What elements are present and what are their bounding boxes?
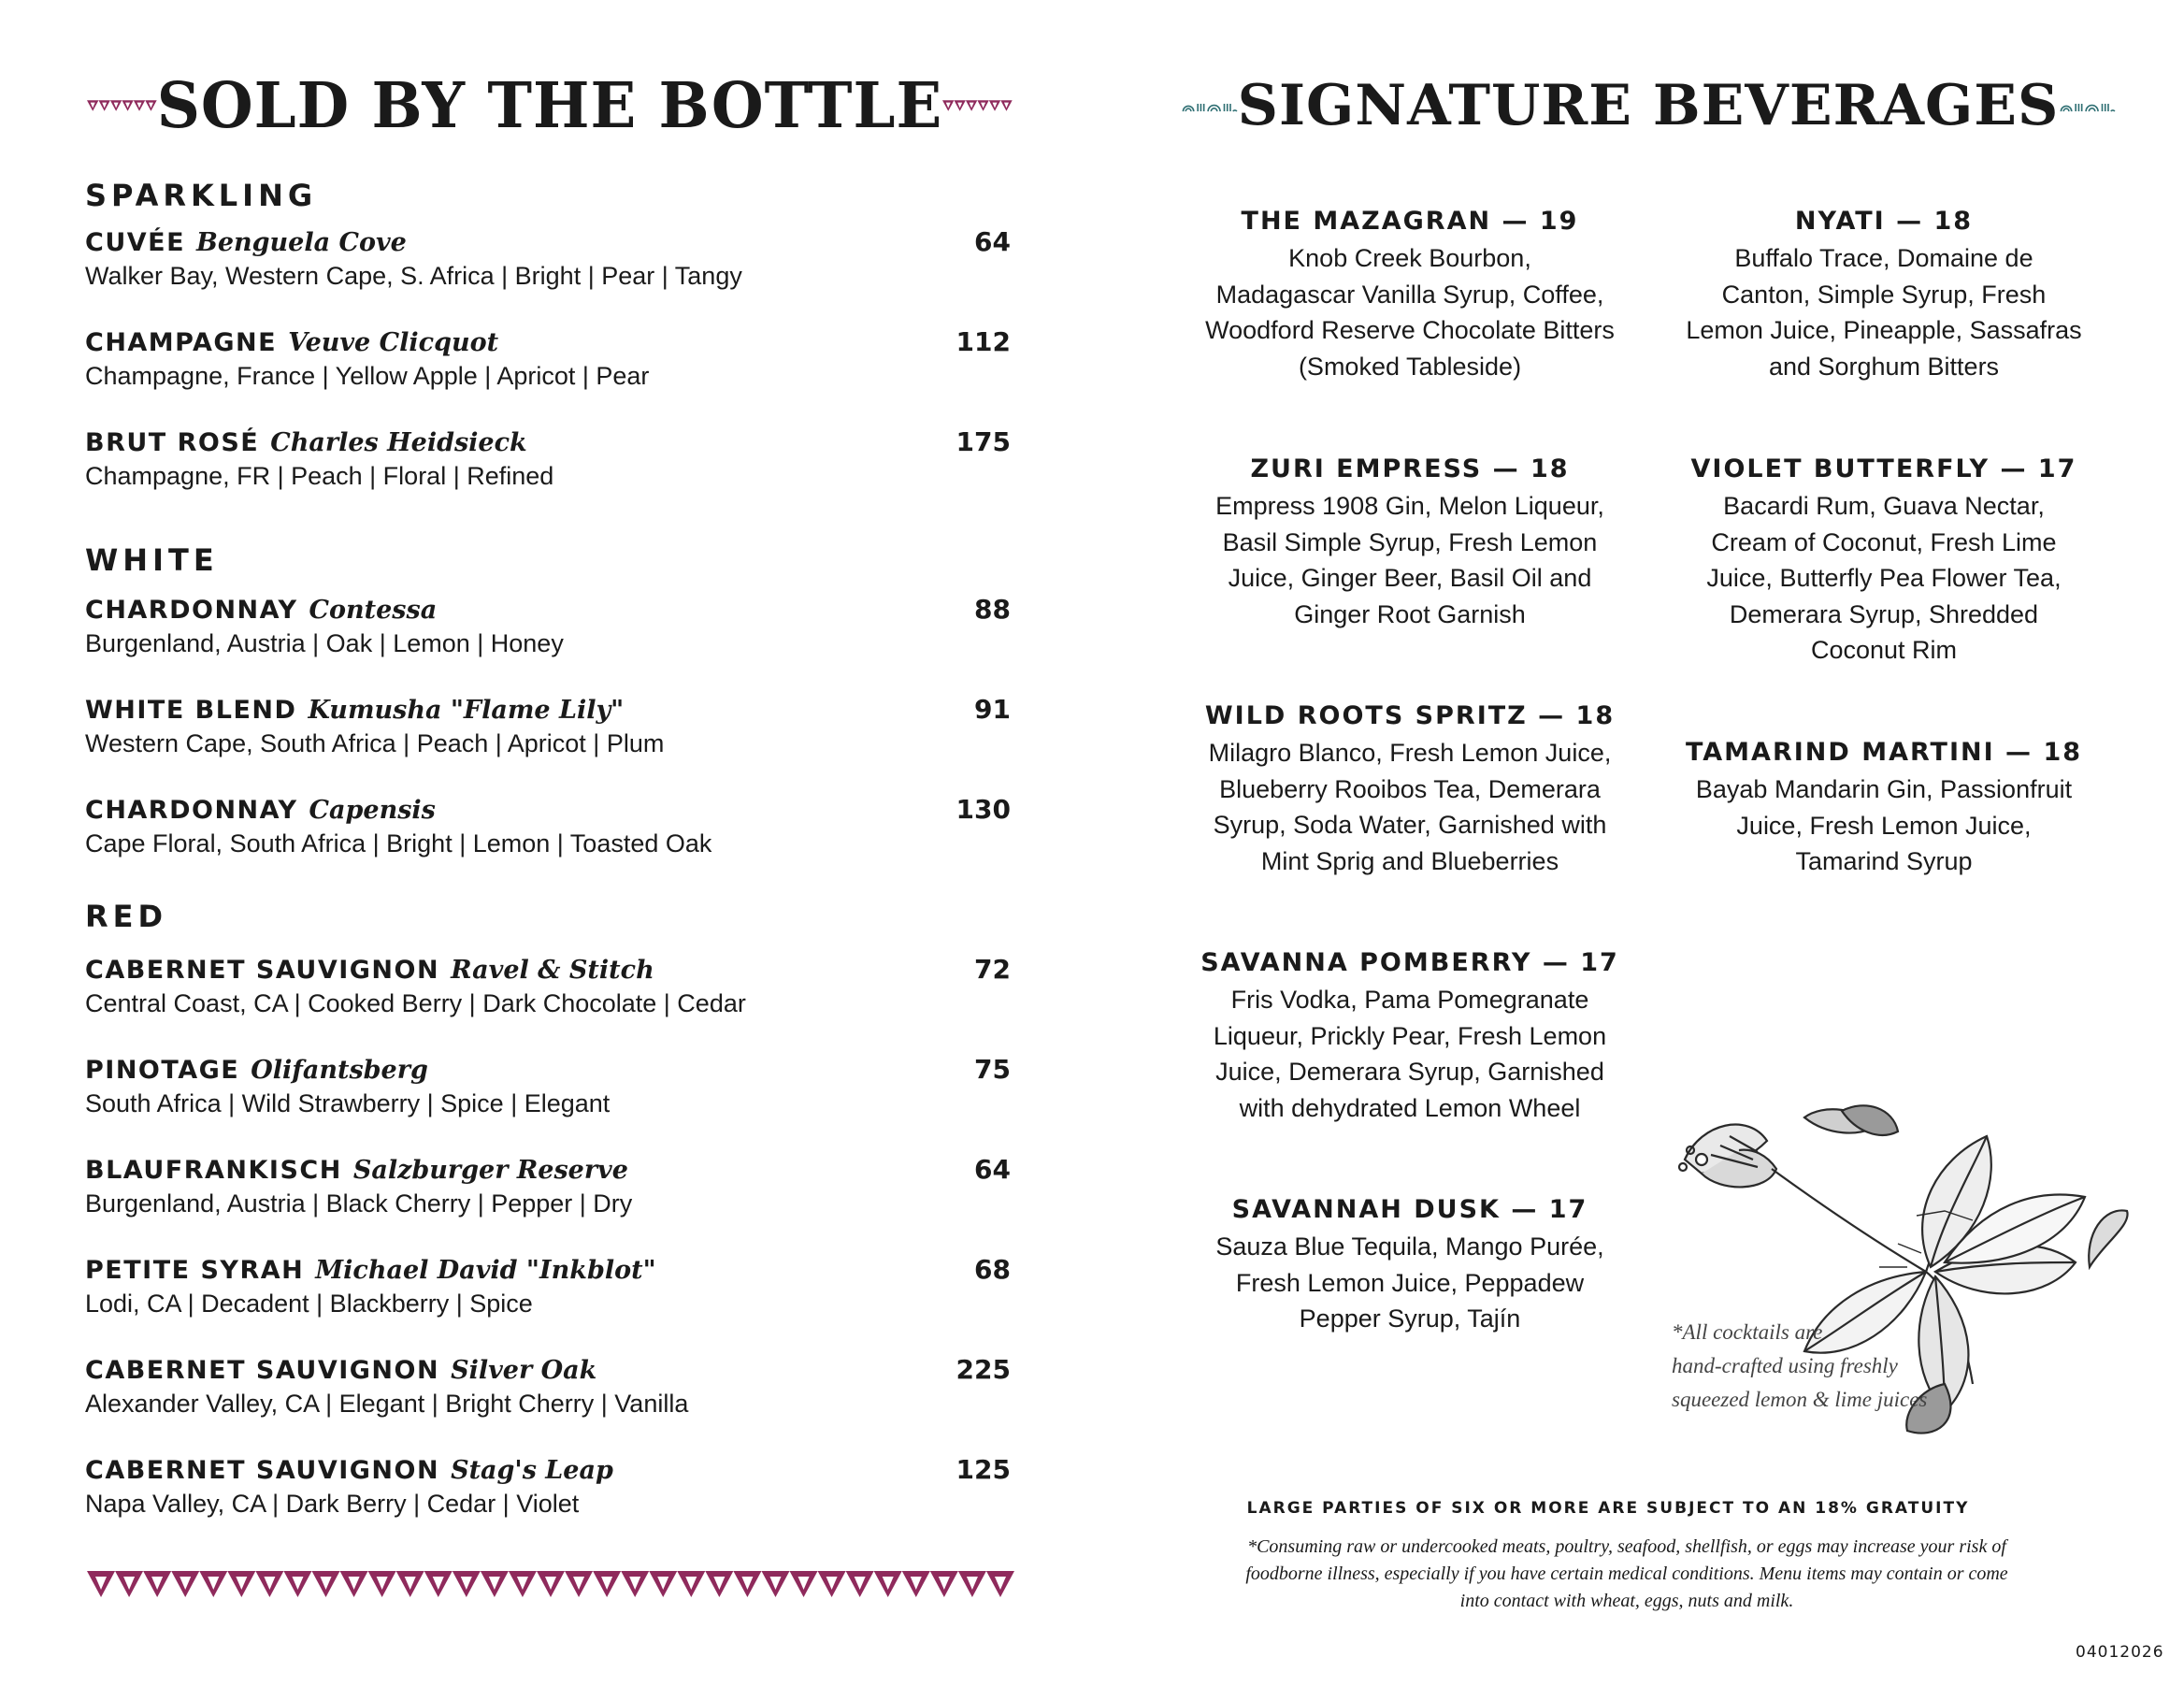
cocktail-description: Fris Vodka, Pama Pomegranate Liqueur, Prickly Pear, Fresh Lemon Juice, Demerara Syrup, Garnished with dehydrated Lemon Wheel [1213,986,1607,1122]
triangle-border-icon [87,89,157,122]
section-label-white: WHITE [85,542,219,578]
health-disclaimer: *Consuming raw or undercooked meats, poultry, seafood, shellfish, or eggs may increase your risk of foodborne illness, especially if you have certain medical conditions. Menu items may contain or come into contact with wheat, eggs, nuts and milk. [1245,1536,2008,1611]
wine-producer: Stag's Leap [451,1456,613,1485]
wine-item [85,1454,1011,1519]
wine-description: Burgenland, Austria | Oak | Lemon | Honey [85,629,564,657]
wine-producer: Silver Oak [451,1356,597,1385]
wine-price: 75 [974,1054,1011,1085]
wine-description: Western Cape, South Africa | Peach | Apricot | Plum [85,729,665,757]
wine-description: Champagne, FR | Peach | Floral | Refined [85,462,554,490]
wine-price: 68 [974,1254,1011,1285]
wine-producer: Veuve Clicquot [288,328,499,357]
page-title-bottle: SOLD BY THE BOTTLE [156,68,943,143]
arch-border-icon [2059,90,2116,122]
wine-item [85,1354,1011,1419]
cocktail-description: Milagro Blanco, Fresh Lemon Juice, Blueberry Rooibos Tea, Demerara Syrup, Soda Water, Garnished with Mint Sprig and Blueberries [1208,739,1612,875]
cocktail-item [1190,203,1630,384]
section-label-sparkling: SPARKLING [85,178,318,213]
wine-item [85,426,1011,491]
cocktail-item [1664,734,2104,880]
wine-price: 88 [974,594,1011,625]
wine-price: 91 [974,694,1011,725]
cocktail-name: SAVANNA POMBERRY — 17 [1200,948,1619,977]
wine-name: CHAMPAGNE Veuve Clicquot [85,328,499,357]
cocktail-item [1190,451,1630,632]
wine-item [85,594,1011,658]
wine-item [85,226,1011,291]
wine-price: 225 [956,1354,1011,1385]
cocktail-description: Bayab Mandarin Gin, Passionfruit Juice, Fresh Lemon Juice, Tamarind Syrup [1695,775,2073,875]
menu-code: 04012026 [2076,1643,2164,1662]
cocktail-note: *All cocktails are hand-crafted using freshly squeezed lemon & lime juices [1672,1320,1928,1411]
gratuity-notice: LARGE PARTIES OF SIX OR MORE ARE SUBJECT TO AN 18% GRATUITY [1246,1499,1970,1518]
wine-name: CHARDONNAY Contessa [85,596,438,625]
wine-producer: Benguela Cove [196,228,407,257]
wine-description: Cape Floral, South Africa | Bright | Lemon | Toasted Oak [85,829,712,857]
wine-item [85,1054,1011,1118]
cocktail-item [1190,1191,1630,1337]
cocktail-item [1190,698,1630,879]
cocktail-item [1664,203,2104,384]
wine-name: BLAUFRANKISCH Salzburger Reserve [85,1156,628,1185]
cocktail-name: THE MAZAGRAN — 19 [1241,207,1579,236]
wine-item [85,326,1011,391]
cocktail-description: Knob Creek Bourbon, Madagascar Vanilla Syrup, Coffee, Woodford Reserve Chocolate Bitters (Smoked Tableside) [1205,244,1615,381]
wine-price: 64 [974,226,1011,257]
wine-producer: Kumusha "Flame Lily" [308,696,625,725]
wine-producer: Ravel & Stitch [451,956,654,985]
cocktail-name: SAVANNAH DUSK — 17 [1231,1195,1588,1224]
cocktail-description: Sauza Blue Tequila, Mango Purée, Fresh Lemon Juice, Peppadew Pepper Syrup, Tajín [1215,1232,1604,1333]
wine-name: CHARDONNAY Capensis [85,796,436,825]
cocktail-name: WILD ROOTS SPRITZ — 18 [1204,701,1616,730]
wine-name: PETITE SYRAH Michael David "Inkblot" [85,1256,656,1285]
wine-producer: Michael David "Inkblot" [315,1256,656,1285]
wine-name: BRUT ROSÉ Charles Heidsieck [85,428,527,457]
wine-item [85,954,1011,1018]
wine-name: CUVÉE Benguela Cove [85,228,407,257]
wine-price: 112 [956,326,1011,357]
cocktail-description: Bacardi Rum, Guava Nectar, Cream of Coconut, Fresh Lime Juice, Butterfly Pea Flower Tea, Demerara Syrup, Shredded Coconut Rim [1706,492,2062,664]
wine-description: Alexander Valley, CA | Elegant | Bright Cherry | Vanilla [85,1390,689,1418]
wine-name: PINOTAGE Olifantsberg [85,1056,428,1085]
wine-description: South Africa | Wild Strawberry | Spice | Elegant [85,1089,611,1117]
wine-item [85,694,1011,758]
wine-producer: Capensis [309,796,436,825]
wine-price: 72 [974,954,1011,985]
cocktail-description: Empress 1908 Gin, Melon Liqueur, Basil Simple Syrup, Fresh Lemon Juice, Ginger Beer, Basil Oil and Ginger Root Garnish [1215,492,1604,628]
cocktail-name: ZURI EMPRESS — 18 [1250,454,1570,483]
wine-producer: Contessa [309,596,438,625]
wine-producer: Olifantsberg [251,1056,428,1085]
arch-border-icon [1181,90,1238,122]
wine-item [85,1154,1011,1218]
wine-description: Napa Valley, CA | Dark Berry | Cedar | Violet [85,1490,580,1518]
wine-price: 64 [974,1154,1011,1185]
wine-description: Central Coast, CA | Cooked Berry | Dark Chocolate | Cedar [85,989,746,1017]
wine-description: Walker Bay, Western Cape, S. Africa | Bright | Pear | Tangy [85,262,742,290]
cocktail-name: TAMARIND MARTINI — 18 [1685,738,2083,767]
cocktail-item [1664,451,2104,669]
cocktail-description: Buffalo Trace, Domaine de Canton, Simple Syrup, Fresh Lemon Juice, Pineapple, Sassafras and Sorghum Bitters [1686,244,2082,381]
wine-description: Lodi, CA | Decadent | Blackberry | Spice [85,1290,533,1318]
cocktail-name: VIOLET BUTTERFLY — 17 [1690,454,2077,483]
wine-item [85,794,1011,858]
section-label-red: RED [85,899,168,934]
left-title-row [87,64,1013,148]
wine-description: Burgenland, Austria | Black Cherry | Pepper | Dry [85,1189,633,1218]
wine-price: 125 [956,1454,1011,1485]
wine-description: Champagne, France | Yellow Apple | Apricot | Pear [85,362,650,390]
wine-name: WHITE BLEND Kumusha "Flame Lily" [85,696,625,725]
wine-producer: Charles Heidsieck [270,428,527,457]
wine-name: CABERNET SAUVIGNON Ravel & Stitch [85,956,654,985]
cocktail-item [1190,944,1630,1126]
wine-name: CABERNET SAUVIGNON Silver Oak [85,1356,597,1385]
wine-name: CABERNET SAUVIGNON Stag's Leap [85,1456,613,1485]
wine-price: 130 [956,794,1011,825]
cocktail-name: NYATI — 18 [1794,207,1974,236]
wine-producer: Salzburger Reserve [352,1156,628,1185]
wine-price: 175 [956,426,1011,457]
triangle-border-icon [87,1567,1014,1601]
triangle-border-icon [942,89,1013,122]
right-title-row [1181,64,2116,148]
page-title-beverages: SIGNATURE BEVERAGES [1237,73,2060,138]
wine-item [85,1254,1011,1319]
